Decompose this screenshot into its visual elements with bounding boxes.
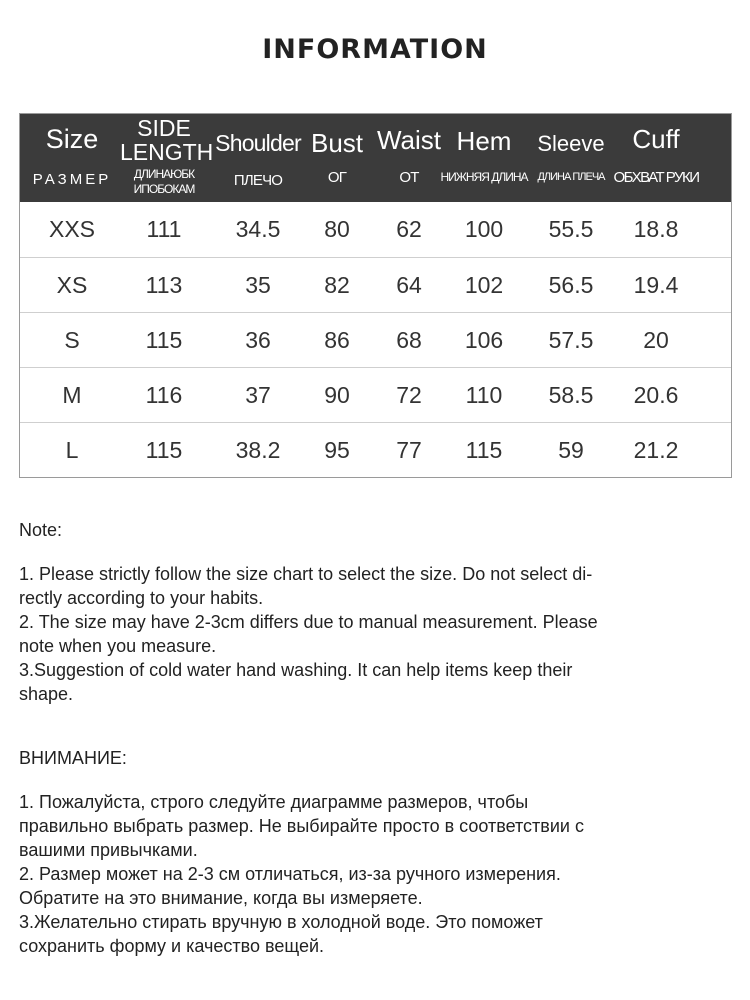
table-row bbox=[20, 367, 731, 422]
header-shoulder bbox=[208, 114, 308, 202]
note-russian bbox=[19, 746, 734, 958]
header-hem-label: Hem bbox=[456, 126, 512, 156]
note-line: 3.Желательно стирать вручную в холодной воде. Это поможет bbox=[19, 912, 543, 932]
cell-shoulder: 37 bbox=[245, 382, 271, 408]
table-header bbox=[20, 114, 731, 202]
note-line: 1. Please strictly follow the size chart to select the size. Do not select di- bbox=[19, 564, 593, 584]
note-line: правильно выбрать размер. Не выбирайте просто в соответствии с bbox=[19, 816, 584, 836]
note-line: сохранить форму и качество вещей. bbox=[19, 936, 325, 956]
header-waist-label: Waist bbox=[376, 125, 442, 155]
header-bust-label: Bust bbox=[310, 128, 364, 158]
cell-size: XS bbox=[56, 272, 88, 298]
header-bust-sub: ОГ bbox=[327, 169, 347, 186]
table-row bbox=[20, 312, 731, 367]
cell-bust: 82 bbox=[324, 272, 350, 298]
header-length-label: LENGTH bbox=[120, 139, 214, 165]
cell-size: S bbox=[64, 327, 80, 353]
table-row bbox=[20, 202, 731, 257]
cell-side-length: 115 bbox=[145, 327, 183, 353]
note-heading: ВНИМАНИЕ: bbox=[19, 748, 127, 768]
header-sleeve-sub: ДЛИНА ПЛЕЧА bbox=[537, 171, 605, 183]
note-line: 2. Размер может на 2-3 см отличаться, из-за ручного измерения. bbox=[19, 864, 561, 884]
cell-side-length: 115 bbox=[145, 437, 183, 463]
cell-side-length: 113 bbox=[145, 272, 183, 298]
note-line: shape. bbox=[19, 684, 74, 704]
header-bust bbox=[304, 114, 370, 202]
cell-shoulder: 35 bbox=[245, 272, 271, 298]
header-sleeve-label: Sleeve bbox=[537, 131, 605, 156]
header-size-sub: РАЗМЕР bbox=[32, 171, 112, 188]
cell-bust: 95 bbox=[324, 437, 350, 463]
header-size-label: Size bbox=[45, 124, 99, 154]
cell-shoulder: 34.5 bbox=[235, 216, 281, 242]
size-chart-table bbox=[19, 113, 732, 478]
note-line: 3.Suggestion of cold water hand washing. It can help items keep their bbox=[19, 660, 573, 680]
cell-side-length: 111 bbox=[146, 216, 182, 242]
cell-waist: 64 bbox=[396, 272, 422, 298]
cell-waist: 77 bbox=[396, 437, 422, 463]
header-side-length-sub1: ДЛИНАЮБК bbox=[133, 167, 195, 181]
header-hem-sub: НИЖНЯЯ ДЛИНА bbox=[440, 170, 528, 184]
cell-bust: 86 bbox=[324, 327, 350, 353]
header-cuff bbox=[606, 114, 706, 202]
cell-shoulder: 38.2 bbox=[235, 437, 281, 463]
cell-sleeve: 57.5 bbox=[548, 327, 594, 353]
cell-sleeve: 55.5 bbox=[548, 216, 594, 242]
cell-hem: 102 bbox=[464, 272, 504, 298]
cell-bust: 80 bbox=[324, 216, 350, 242]
cell-hem: 115 bbox=[465, 437, 503, 463]
note-line: rectly according to your habits. bbox=[19, 588, 264, 608]
cell-hem: 106 bbox=[464, 327, 504, 353]
note-line: Обратите на это внимание, когда вы измеряете. bbox=[19, 888, 423, 908]
header-sleeve bbox=[534, 114, 608, 202]
cell-cuff: 20 bbox=[643, 327, 669, 353]
note-line: вашими привычками. bbox=[19, 840, 198, 860]
note-line: note when you measure. bbox=[19, 636, 217, 656]
cell-shoulder: 36 bbox=[245, 327, 271, 353]
header-shoulder-label: Shoulder bbox=[215, 130, 301, 156]
cell-hem: 110 bbox=[465, 382, 503, 408]
header-size bbox=[20, 114, 124, 202]
cell-cuff: 21.2 bbox=[633, 437, 679, 463]
header-waist-sub: ОТ bbox=[399, 169, 419, 186]
header-cuff-label: Cuff bbox=[632, 124, 680, 154]
header-side-label: SIDE bbox=[137, 115, 191, 141]
note-line: 1. Пожалуйста, строго следуйте диаграмме размеров, чтобы bbox=[19, 792, 529, 812]
cell-size: M bbox=[62, 382, 82, 408]
note-english bbox=[19, 518, 734, 706]
cell-size: L bbox=[65, 437, 79, 463]
cell-side-length: 116 bbox=[145, 382, 183, 408]
cell-sleeve: 56.5 bbox=[548, 272, 594, 298]
cell-sleeve: 59 bbox=[558, 437, 584, 463]
header-cuff-sub: ОБХВАТ РУКИ bbox=[613, 169, 699, 186]
note-line: 2. The size may have 2-3cm differs due to manual measurement. Please bbox=[19, 612, 598, 632]
table-body bbox=[20, 202, 731, 477]
page-title: INFORMATION bbox=[262, 34, 488, 65]
header-hem bbox=[430, 114, 538, 202]
header-side-length-sub2: ИПОБОКАМ bbox=[133, 182, 195, 196]
cell-hem: 100 bbox=[464, 216, 504, 242]
header-side-length bbox=[120, 114, 214, 202]
cell-cuff: 19.4 bbox=[633, 272, 679, 298]
cell-waist: 62 bbox=[396, 216, 422, 242]
cell-waist: 72 bbox=[396, 382, 422, 408]
cell-size: XXS bbox=[48, 216, 96, 242]
cell-sleeve: 58.5 bbox=[548, 382, 594, 408]
header-shoulder-sub: ПЛЕЧО bbox=[233, 172, 283, 189]
cell-cuff: 20.6 bbox=[633, 382, 679, 408]
cell-waist: 68 bbox=[396, 327, 422, 353]
cell-cuff: 18.8 bbox=[633, 216, 679, 242]
note-heading: Note: bbox=[19, 520, 63, 540]
cell-bust: 90 bbox=[324, 382, 350, 408]
table-row bbox=[20, 257, 731, 312]
table-row bbox=[20, 422, 731, 477]
